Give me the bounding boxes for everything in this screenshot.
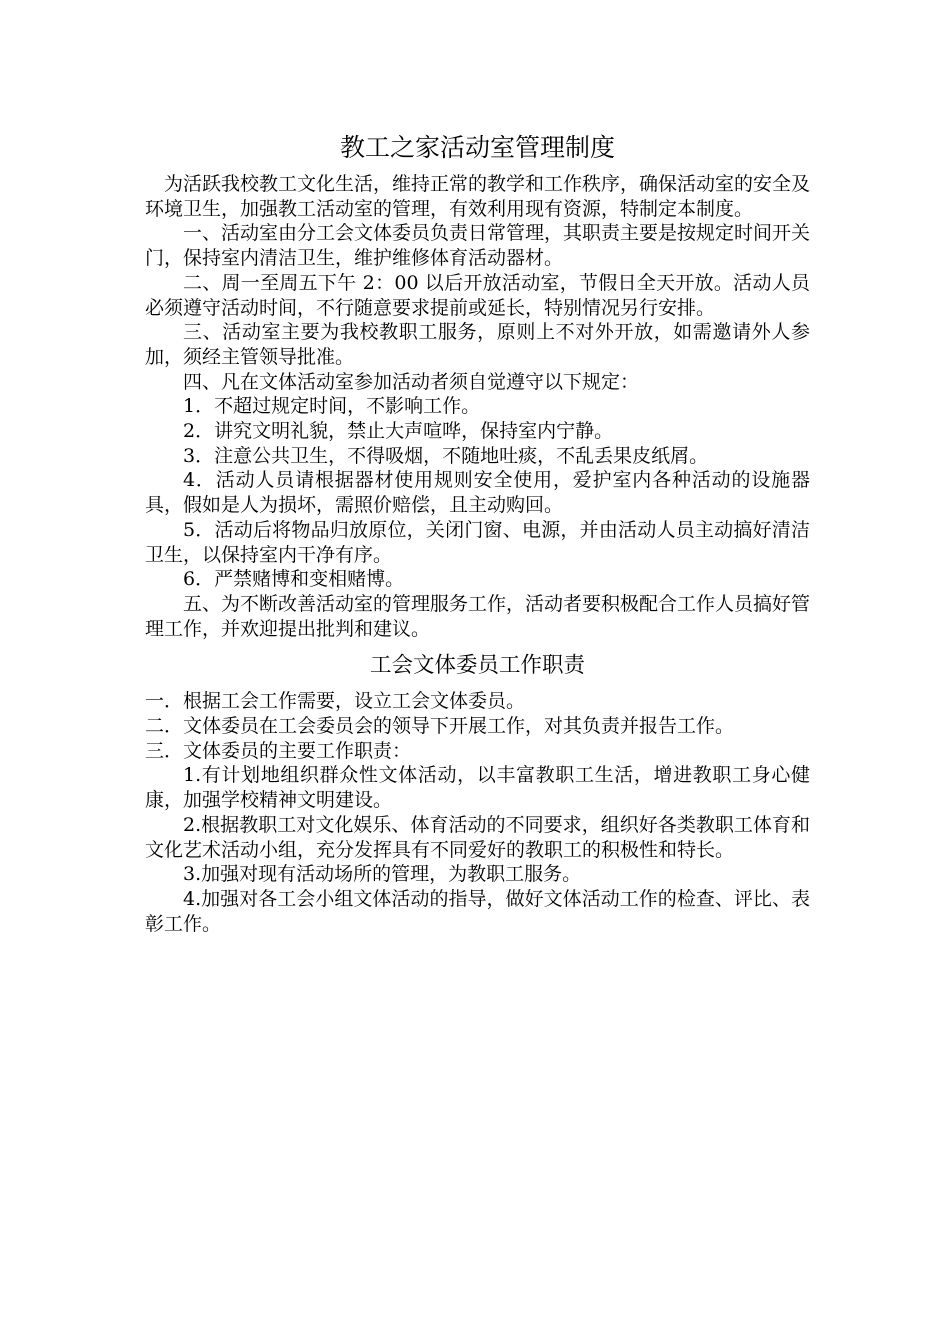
intro-paragraph: 为活跃我校教工文化生活，维持正常的教学和工作秩序，确保活动室的安全及环境卫生，加强教工活动室的管理，有效利用现有资源，特制定本制度。 (145, 173, 811, 220)
duty-paragraph: 二．文体委员在工会委员会的领导下开展工作，对其负责并报告工作。 (145, 715, 735, 738)
rule-item: 1．不超过规定时间，不影响工作。 (183, 395, 481, 418)
duty-item: 1.有计划地组织群众性文体活动，以丰富教职工生活，增进教职工身心健康，加强学校精神文明建设。 (145, 764, 810, 812)
duty-item: 2.根据教职工对文化娱乐、体育活动的不同要求，组织好各类教职工体育和文化艺术活动小组，充分发挥具有不同爱好的教职工的积极性和特长。 (145, 813, 810, 861)
rule-paragraph: 二、周一至周五下午 2：00 以后开放活动室，节假日全天开放。活动人员必须遵守活动时间，不行随意要求提前或延长，特别情况另行安排。 (145, 271, 810, 319)
section-subtitle: 工会文体委员工作职责 (369, 653, 585, 679)
rule-item: 5．活动后将物品归放原位，关闭门窗、电源，并由活动人员主动搞好清洁卫生，以保持室内干净有序。 (145, 518, 810, 566)
duty-paragraph: 三．文体委员的主要工作职责： (145, 739, 412, 762)
rule-paragraph: 三、活动室主要为我校教职工服务，原则上不对外开放，如需邀请外人参加，须经主管领导批准。 (145, 321, 810, 368)
duty-paragraph: 一．根据工会工作需要，设立工会文体委员。 (145, 690, 526, 713)
duty-item: 4.加强对各工会小组文体活动的指导，做好文体活动工作的检查、评比、表彰工作。 (145, 887, 810, 935)
rule-paragraph: 一、活动室由分工会文体委员负责日常管理，其职责主要是按规定时间开关门，保持室内清洁卫生，维护维修体育活动器材。 (145, 222, 811, 270)
rule-item: 4．活动人员请根据器材使用规则安全使用，爱护室内各种活动的设施器具，假如是人为损坏，需照价赔偿，且主动购回。 (145, 469, 810, 517)
duty-item: 3.加强对现有活动场所的管理，为教职工服务。 (183, 863, 582, 886)
rule-paragraph: 五、为不断改善活动室的管理服务工作，活动者要积极配合工作人员搞好管理工作，并欢迎提出批判和建议。 (145, 592, 811, 640)
rule-item: 6．严禁赌博和变相赌博。 (183, 568, 405, 591)
rule-item: 2．讲究文明礼貌，禁止大声喧哗，保持室内宁静。 (183, 420, 614, 443)
document-page (145, 128, 810, 936)
rule-item: 3．注意公共卫生，不得吸烟，不随地吐痰，不乱丢果皮纸屑。 (183, 444, 709, 467)
document-title: 教工之家活动室管理制度 (339, 133, 615, 162)
rule-paragraph: 四、凡在文体活动室参加活动者须自觉遵守以下规定： (183, 370, 640, 393)
